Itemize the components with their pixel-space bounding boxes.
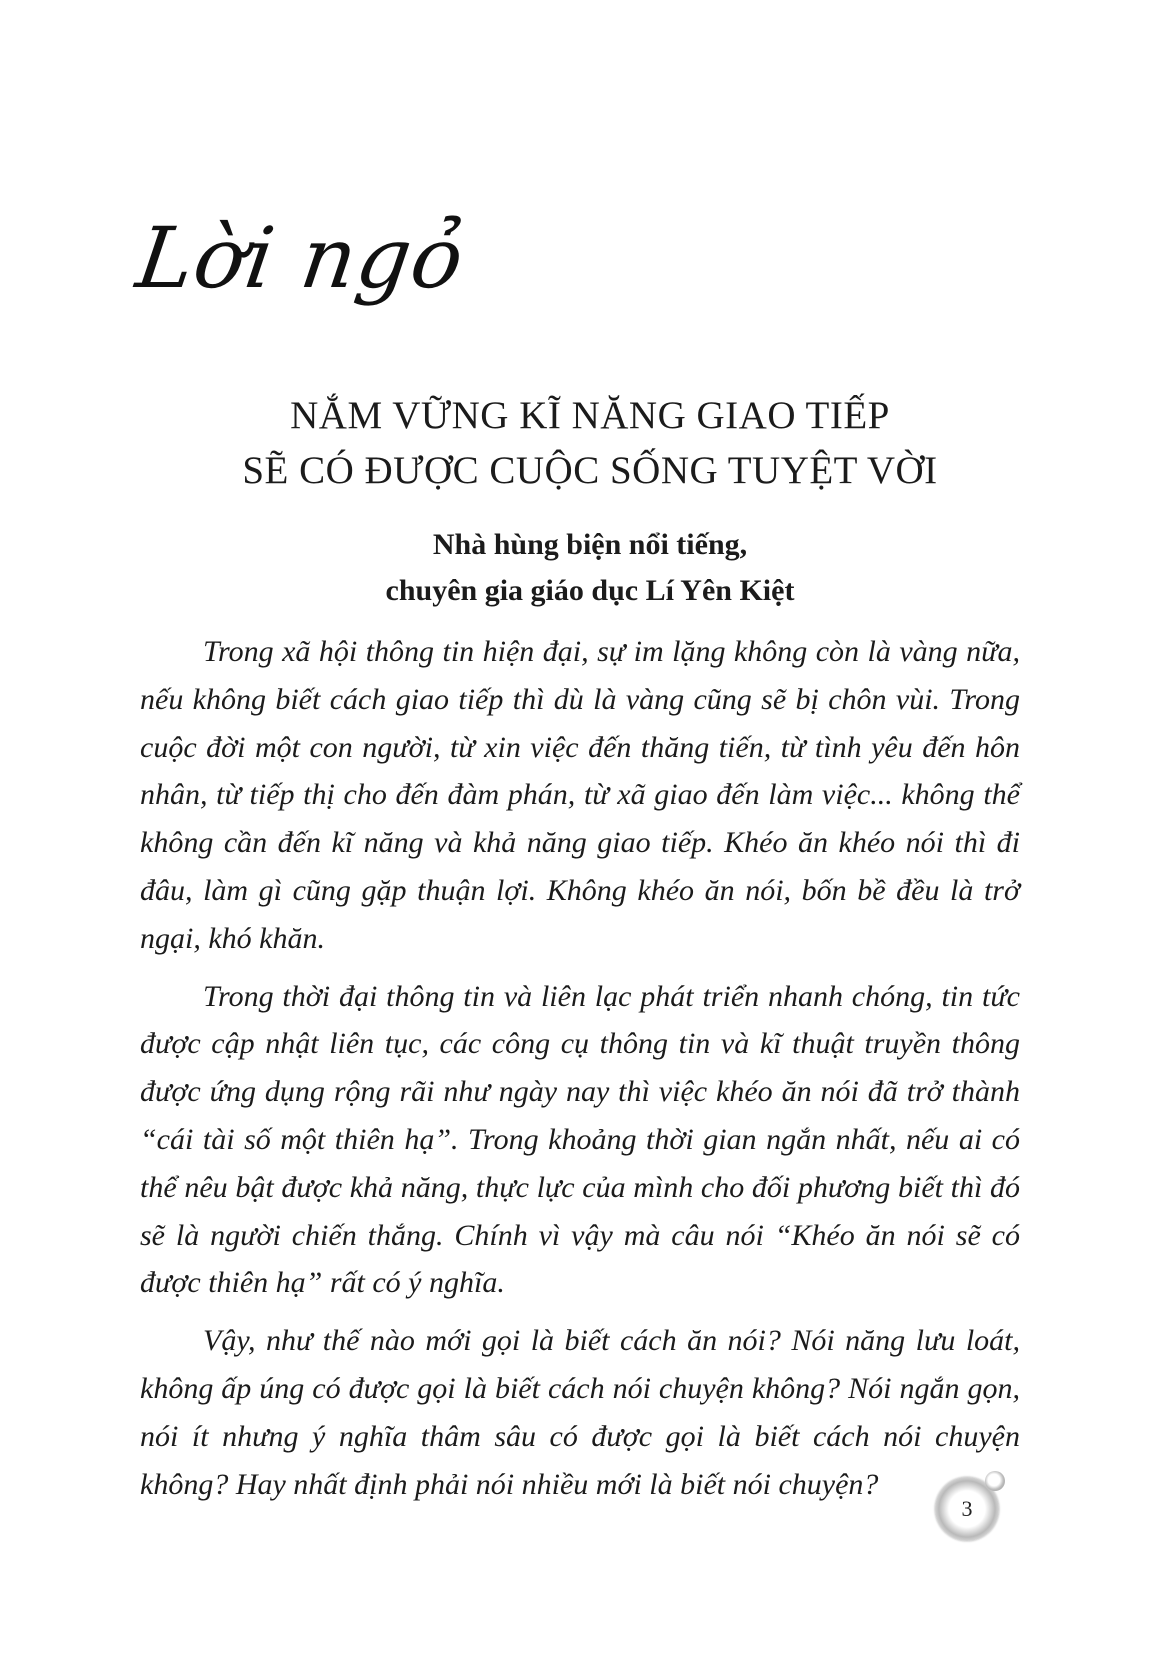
byline-line-2: chuyên gia giáo dục Lí Yên Kiệt [385,574,795,607]
paragraph: Vậy, như thế nào mới gọi là biết cách ăn nói? Nói năng lưu loát, không ấp úng có được gọi là biết cách nói chuyện không? Nói ngắn gọn, nói ít nhưng ý nghĩa thâm sâu có được gọi là biết cách nói chuyện không? Hay nhất định phải nói nhiều mới là biết nói chuyện? [140,1324,1020,1501]
page-number-badge [935,1477,999,1541]
chapter-title: Lời ngỏ [131,209,471,307]
body-text [140,628,1020,1518]
paragraph: Trong xã hội thông tin hiện đại, sự im lặng không còn là vàng nữa, nếu không biết cách giao tiếp thì dù là vàng cũng sẽ bị chôn vùi. Trong cuộc đời một con người, từ xin việc đến thăng tiến, từ tình yêu đến hôn nhân, từ tiếp thị cho đến đàm phán, từ xã giao đến làm việc... không thể không cần đến kĩ năng và khả năng giao tiếp. Khéo ăn khéo nói thì đi đâu, làm gì cũng gặp thuận lợi. Không khéo ăn nói, bốn bề đều là trở ngại, khó khăn. [140,635,1020,955]
paragraph: Trong thời đại thông tin và liên lạc phát triển nhanh chóng, tin tức được cập nhật liên tục, các công cụ thông tin và kĩ thuật truyền thông được ứng dụng rộng rãi như ngày nay thì việc khéo ăn nói đã trở thành “cái tài số một thiên hạ”. Trong khoảng thời gian ngắn nhất, nếu ai có thể nêu bật được khả năng, thực lực của mình cho đối phương biết thì đó sẽ là người chiến thắng. Chính vì vậy mà câu nói “Khéo ăn nói sẽ có được thiên hạ” rất có ý nghĩa. [140,979,1020,1300]
byline-line-1: Nhà hùng biện nổi tiếng, [432,528,748,561]
headline [140,388,1040,498]
author-byline [140,522,1040,614]
headline-line-1: NẮM VỮNG KĨ NĂNG GIAO TIẾP [290,394,890,437]
headline-line-2: SẼ CÓ ĐƯỢC CUỘC SỐNG TUYỆT VỜI [242,449,938,492]
page-number: 3 [961,1496,973,1521]
